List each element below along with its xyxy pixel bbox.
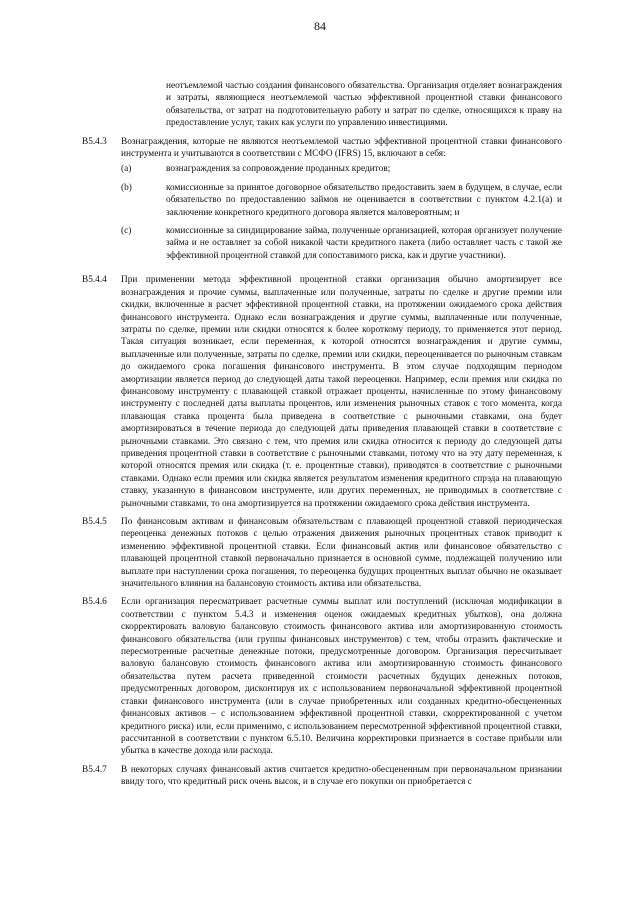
- list-item-label: (b): [121, 182, 132, 193]
- paragraph-number: B5.4.5: [82, 517, 107, 527]
- list-item-b: [121, 182, 562, 219]
- paragraph-number: B5.4.7: [82, 764, 107, 775]
- paragraph-b5-4-3: [82, 136, 562, 269]
- paragraph-b5-4-7: [82, 764, 562, 788]
- paragraph-body: [121, 136, 562, 269]
- list-item-a: [121, 163, 562, 175]
- document-body: [82, 80, 562, 794]
- page-number: 84: [314, 19, 326, 33]
- list-item-text: комиссионные за синдицирование займа, полученные организацией, которая организует получение займа и не оставляет за собой никакой части кредитного пакета (либо оставляет часть с такой же эффективной процентной ставкой для сопоставимого риска, как и другие участники).: [166, 226, 562, 261]
- paragraph-b5-4-6: [82, 596, 562, 757]
- list-item-c: [121, 225, 562, 262]
- list-item-label: (a): [121, 164, 132, 175]
- paragraph-b5-4-4: [82, 274, 562, 510]
- paragraph-text: Если организация пересматривает расчетные суммы выплат или поступлений (исключая модификации в соответствии с пунктом 5.4.3 и изменения оценок ожидаемых кредитных убытков), она должна скорректировать валовую балансовую стоимость финансового актива или амортизированную стоимость финансового обязательства (или группы финансовых инструментов) с тем, чтобы отразить фактические и пересмотренные расчетные денежные потоки, предусмотренные договором. Организация пересчитывает валовую балансовую стоимость финансового актива или амортизированную стоимость финансового обязательства путем расчета приведенной стоимости расчетных будущих денежных потоков, предусмотренных договором, дисконтируя их с использованием первоначальной эффективной процентной ставки финансового инструмента (или в случае приобретенных или созданных кредитно-обесцененных финансовых активов – с использованием эффективной процентной ставки, скорректированной с учетом кредитного риска) или, если применимо, с использованием пересмотренной эффективной процентной ставки, рассчитанной в соответствии с пунктом 6.5.10. Величина корректировки признается в составе прибыли или убытка в качестве дохода или расхода.: [121, 597, 562, 757]
- list-item-label: (c): [121, 226, 132, 237]
- intro-paragraph: неотъемлемой частью создания финансового обязательства. Организация отделяет вознаграждения и затраты, являющиеся неотъемлемой частью эффективной процентной ставки финансового обязательства, от затрат на подготовительную работу и затрат по сделке, относящихся к праву на предоставление услуг, таких как услуги по управлению инвестициями.: [166, 81, 562, 129]
- paragraph-text: Вознаграждения, которые не являются неотъемлемой частью эффективной процентной ставки финансового инструмента и учитываются в соответствии с МСФО (IFRS) 15, включают в себя:: [121, 136, 562, 160]
- paragraph-b5-4-5: [82, 516, 562, 590]
- paragraph-number: B5.4.4: [82, 275, 107, 286]
- paragraph-number: B5.4.6: [82, 597, 107, 608]
- paragraph-text: При применении метода эффективной процентной ставки организация обычно амортизирует все вознаграждения и прочие суммы, выплаченные или полученные, затраты по сделке и другие премии или скидки, включенные в расчет эффективной процентной ставки, на протяжении ожидаемого срока действия финансового инструмента. Однако если вознаграждения и другие суммы, выплаченные или полученные, затраты по сделке, премии или скидки относятся к более короткому периоду, то применяется этот период. Такая ситуация возникает, если переменная, к которой относятся вознаграждения и другие суммы, выплаченные или полученные, затраты по сделке, премии или скидки, переоценивается по рыночным ставкам до ожидаемого срока погашения финансового инструмента. В этом случае подходящим периодом амортизации является период до следующей даты такой переоценки. Например, если премия или скидка по финансовому инструменту с плавающей ставкой отражает проценты, начисленные по этому финансовому инструменту с последней даты выплаты процентов, или изменения рыночных ставок с того момента, когда плавающая ставка процента была приведена в соответствие с рыночными ставками, она будет амортизироваться в течение периода до следующей даты приведения плавающей ставки в соответствие с рыночными ставками. Это связано с тем, что премия или скидка относится к периоду до следующей даты приведения процентной ставки в соответствие с рыночными ставками, потому что на эту дату переменная, к которой относятся премия или скидка (т. е. процентные ставки), приводятся в соответствие с рыночными ставками. Однако если премия или скидка является результатом изменения кредитного спрэда на плавающую ставку, указанную в финансовом инструменте, или других переменных, не приводимых в соответствие с рыночными ставками, то она амортизируется на протяжении ожидаемого срока действия инструмента.: [121, 275, 562, 509]
- list-item-text: вознаграждения за сопровождение проданных кредитов;: [166, 164, 391, 175]
- paragraph-text: По финансовым активам и финансовым обязательствам с плавающей процентной ставкой периодическая переоценка денежных потоков с целью отражения движения рыночных процентных ставок приводит к изменению эффективной процентной ставки. Если финансовый актив или финансовое обязательство с плавающей процентной ставкой первоначально признается в основной сумме, подлежащей получению или выплате при наступлении срока погашения, то переоценка будущих процентных выплат обычно не оказывает значительного влияния на балансовую стоимость актива или обязательства.: [121, 517, 562, 590]
- paragraph-number: B5.4.3: [82, 136, 107, 147]
- list-item-text: комиссионные за принятое договорное обязательство предоставить заем в будущем, в случае, если обязательство по предоставлению займов не оценивается в соответствии с пунктом 4.2.1(a) и заключение конкретного кредитного договора является маловероятным; и: [166, 182, 562, 218]
- paragraph-text: В некоторых случаях финансовый актив считается кредитно-обесцененным при первоначальном признании ввиду того, что кредитный риск очень высок, и в случае его покупки он приобретается с: [121, 764, 562, 788]
